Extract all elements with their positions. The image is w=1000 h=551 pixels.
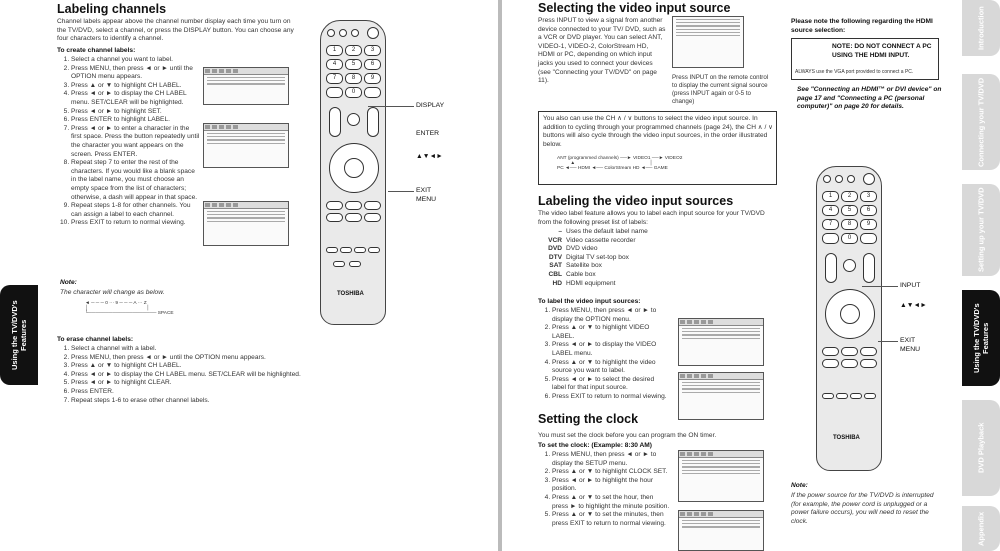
clock-intro: You must set the clock before you can program the ON timer. <box>538 432 717 439</box>
num-button-1[interactable]: 1 <box>822 191 839 202</box>
preset-label-list <box>538 228 738 288</box>
menu-label: MENU <box>416 196 437 203</box>
left-side-tab[interactable]: Using the TV/DVD's Features <box>0 285 38 385</box>
step-item: 8. Repeat step 7 to enter the rest of the characters. If you would like a blank space in the label name, you must choose an empty space from the list of characters; otherwise, a dash will appear in that space. <box>71 159 200 202</box>
clock-note-text: If the power source for the TV/DVD is interrupted (for example, the power cord is unplugged or a power failure occurs), you will need to reset the clock. <box>791 492 934 525</box>
preset-label-value: Uses the default label name <box>566 228 648 235</box>
num-button-4[interactable]: 4 <box>326 59 343 70</box>
mute-button[interactable] <box>347 113 360 126</box>
input-source-text: Press INPUT to view a signal from another device connected to your TV/ DVD, such as a VCR or DVD player. You can select ANT, VIDEO-1, VIDEO-2, ColorStream HD, HDMI or PC, depending on which input jacks you used to connect your devices (see "Connecting your TV/DVD" on page 11). <box>538 17 666 85</box>
power-button[interactable] <box>367 27 379 39</box>
step-item: 4. Press ◄ or ► to display the CH LABEL menu. SET/CLEAR will be highlighted. <box>71 371 310 380</box>
preset-label-key: – <box>558 228 562 235</box>
hdmi-warning-text: NOTE: DO NOT CONNECT A PC USING THE HDMI INPUT. <box>832 43 932 59</box>
clock-steps <box>541 451 671 528</box>
num-button-6[interactable]: 6 <box>364 59 381 70</box>
num-button-7[interactable]: 7 <box>822 219 839 230</box>
tab-setting-up[interactable]: Setting up your TV/DVD <box>962 184 1000 276</box>
preset-label-row <box>538 245 738 254</box>
num-button-5[interactable]: 5 <box>345 59 362 70</box>
preset-label-key: HD <box>552 279 562 287</box>
remote-button[interactable] <box>351 29 359 37</box>
callout-line <box>388 191 414 192</box>
remote-control <box>816 166 882 471</box>
right-page <box>502 0 1000 551</box>
num-button-2[interactable]: 2 <box>345 45 362 56</box>
preset-label-row <box>538 271 738 280</box>
tab-connecting[interactable]: Connecting your TV/DVD <box>962 74 1000 170</box>
menu-button[interactable] <box>364 213 381 222</box>
preset-label-value: HDMI equipment <box>566 279 616 287</box>
ch-label-entry-screen <box>203 201 289 246</box>
num-button-3[interactable]: 3 <box>860 191 877 202</box>
remote-button[interactable] <box>333 261 345 267</box>
hdmi-always-text: ALWAYS use the VGA port provided to connect a PC. <box>795 69 914 75</box>
clock-set-screen <box>678 510 764 551</box>
input-button[interactable] <box>843 259 856 272</box>
erase-labels-steps <box>60 345 310 405</box>
callout-line <box>368 106 414 107</box>
preset-label-row <box>538 228 738 237</box>
preset-label-value: Digital TV set-top box <box>566 253 629 261</box>
callout-line <box>862 286 898 287</box>
display-label: DISPLAY <box>416 102 445 109</box>
remote-button[interactable] <box>368 247 380 253</box>
erase-labels-heading: To erase channel labels: <box>57 336 134 343</box>
remote-button[interactable] <box>349 261 361 267</box>
step-item: 10. Press EXIT to return to normal viewing. <box>71 219 200 228</box>
remote-button[interactable] <box>850 393 862 399</box>
remote-button[interactable] <box>836 393 848 399</box>
input-cycle-diagram: ANT (programmed channels) ──► VIDEO1 ──► VIDEO2 ▲ │ PC ◄── HDMI ◄── ColorStream HD ◄── GAME <box>557 156 683 171</box>
step-item: 6. Press ENTER. <box>71 388 310 397</box>
remote-button[interactable] <box>326 213 343 222</box>
num-button-100[interactable] <box>326 87 343 98</box>
character-cycle-diagram: ◄ ─ ─ ─ 0 ··· 9 ─ ─ ─ A ··· Z │ │ └──────────────────── SPACE <box>85 301 174 316</box>
exit-button[interactable] <box>860 347 877 356</box>
num-button-9[interactable]: 9 <box>364 73 381 84</box>
label-inputs-heading: To label the video input sources: <box>538 298 641 305</box>
volume-rocker[interactable] <box>329 107 341 137</box>
clock-heading: To set the clock: (Example: 8:30 AM) <box>538 442 652 449</box>
step-item: 5. Press ◄ or ► to highlight CLEAR. <box>71 379 310 388</box>
num-button-5[interactable]: 5 <box>841 205 858 216</box>
arrows-label: ▲▼◄► <box>900 302 927 309</box>
labeling-channels-intro: Channel labels appear above the channel number display each time you turn on the TV/DVD, select a channel, or press the DISPLAY button. You can choose any four characters to identify a channel. <box>57 18 294 43</box>
remote-button[interactable] <box>823 175 831 183</box>
preset-label-row <box>538 262 738 271</box>
remote-button[interactable] <box>864 393 876 399</box>
arrows-label: ▲▼◄► <box>416 153 443 160</box>
label-inputs-steps <box>541 307 669 402</box>
option-menu-screen <box>203 67 289 105</box>
clock-setup-screen <box>678 450 764 502</box>
remote-button[interactable] <box>835 175 843 183</box>
display-button[interactable] <box>364 87 381 98</box>
channel-rocker[interactable] <box>367 107 379 137</box>
num-button-6[interactable]: 6 <box>860 205 877 216</box>
preset-label-key: DVD <box>548 245 562 253</box>
step-item: 4. Press ◄ or ► to display the CH LABEL menu. SET/CLEAR will be highlighted. <box>71 90 200 107</box>
preset-label-row <box>538 254 738 263</box>
step-item: 6. Press EXIT to return to normal viewing. <box>552 393 669 402</box>
step-item: 6. Press ENTER to highlight LABEL. <box>71 116 200 125</box>
input-source-title: Selecting the video input source <box>538 1 731 15</box>
ch-label-screen <box>203 123 289 168</box>
menu-label: MENU <box>900 346 921 353</box>
step-item: 7. Repeat steps 1-6 to erase other channel labels. <box>71 397 310 406</box>
remote-button[interactable] <box>326 247 338 253</box>
num-button-3[interactable]: 3 <box>364 45 381 56</box>
brand-logo: TOSHIBA <box>833 435 860 441</box>
step-item: 5. Press ◄ or ► to highlight SET. <box>71 108 200 117</box>
num-button-9[interactable]: 9 <box>860 219 877 230</box>
enter-button[interactable] <box>344 158 364 178</box>
create-labels-steps <box>60 56 200 228</box>
note-title: Note: <box>60 279 77 286</box>
preset-label-value: Cable box <box>566 270 596 278</box>
step-item: 3. Press ◄ or ► to display the VIDEO LABEL menu. <box>552 341 669 358</box>
menu-button[interactable] <box>860 359 877 368</box>
video-label-select-screen <box>678 372 764 420</box>
exit-label: EXIT <box>900 337 916 344</box>
exit-label: EXIT <box>416 187 432 194</box>
step-item: 5. Press ▲ or ▼ to set the minutes, then press EXIT to return to normal viewing. <box>552 511 671 528</box>
see-connecting-text: See "Connecting an HDMI™ or DVI device" on page 17 and "Connecting a PC (personal computer)" on page 20 for details. <box>797 86 942 111</box>
video-label-menu-screen <box>678 318 764 366</box>
preset-label-value: DVD video <box>566 245 598 253</box>
step-item: 2. Press ▲ or ▼ to highlight VIDEO LABEL. <box>552 324 669 341</box>
step-item: 3. Press ▲ or ▼ to highlight CH LABEL. <box>71 82 200 91</box>
num-button-1[interactable]: 1 <box>326 45 343 56</box>
step-item: 5. Press ◄ or ► to select the desired label for that input source. <box>552 376 669 393</box>
brand-logo: TOSHIBA <box>337 291 364 297</box>
num-button-7[interactable]: 7 <box>326 73 343 84</box>
num-button-8[interactable]: 8 <box>841 219 858 230</box>
remote-button[interactable] <box>354 247 366 253</box>
step-item: 1. Press MENU, then press ◄ or ► to display the OPTION menu. <box>552 307 669 324</box>
step-item: 1. Press MENU, then press ◄ or ► to display the SETUP menu. <box>552 451 671 468</box>
step-item: 2. Press MENU, then press ◄ or ► until the OPTION menu appears. <box>71 65 200 82</box>
tab-using-features[interactable]: Using the TV/DVD's Features <box>962 290 1000 386</box>
step-item: 3. Press ◄ or ► to highlight the hour position. <box>552 477 671 494</box>
enter-button[interactable] <box>840 304 860 324</box>
remote-button[interactable] <box>326 201 343 210</box>
labeling-channels-title: Labeling channels <box>57 2 167 16</box>
remote-button[interactable] <box>841 347 858 356</box>
note-text: The character will change as below. <box>60 289 165 296</box>
step-item: 3. Press ▲ or ▼ to highlight CH LABEL. <box>71 362 310 371</box>
input-source-screen <box>672 16 744 68</box>
power-button[interactable] <box>863 173 875 185</box>
enter-label: ENTER <box>416 130 440 137</box>
remote-button[interactable] <box>340 247 352 253</box>
callout-line <box>878 341 898 342</box>
step-item: 1. Select a channel with a label. <box>71 345 310 354</box>
create-labels-heading: To create channel labels: <box>57 47 136 54</box>
tab-appendix[interactable]: Appendix <box>962 506 1000 551</box>
step-item: 7. Press ◄ or ► to enter a character in the first space. Press the button repeatedly until the character you want appears on the screen. Press ENTER. <box>71 125 200 159</box>
step-item: 4. Press ▲ or ▼ to set the hour, then press ► to highlight the minute position. <box>552 494 671 511</box>
remote-button[interactable] <box>327 29 335 37</box>
remote-button[interactable] <box>841 359 858 368</box>
remote-button[interactable] <box>339 29 347 37</box>
preset-label-key: CBL <box>548 270 562 278</box>
preset-label-value: Video cassette recorder <box>566 236 636 244</box>
preset-label-key: SAT <box>549 262 562 270</box>
step-item: 9. Repeat steps 1-8 for other channels. You can assign a label to each channel. <box>71 202 200 219</box>
input-caption: Press INPUT on the remote control to display the current signal source (press INPUT again or 0-5 to change) <box>672 74 769 105</box>
step-item: 1. Select a channel you want to label. <box>71 56 200 65</box>
remote-button[interactable] <box>822 347 839 356</box>
volume-rocker[interactable] <box>825 253 837 283</box>
preset-label-row <box>538 237 738 246</box>
num-button-8[interactable]: 8 <box>345 73 362 84</box>
num-button-0[interactable]: 0 <box>841 233 858 244</box>
labeling-inputs-intro: The video label feature allows you to label each input source for your TV/DVD from the following preset list of labels: <box>538 210 765 226</box>
labeling-inputs-title: Labeling the video input sources <box>538 194 734 208</box>
num-button-2[interactable]: 2 <box>841 191 858 202</box>
clock-title: Setting the clock <box>538 412 639 426</box>
preset-label-key: DTV <box>548 253 562 261</box>
remote-button[interactable] <box>345 201 362 210</box>
step-item: 2. Press MENU, then press ◄ or ► until the OPTION menu appears. <box>71 354 310 363</box>
remote-button[interactable] <box>822 393 834 399</box>
input-label: INPUT <box>900 282 921 289</box>
num-button-0[interactable]: 0 <box>345 87 362 98</box>
preset-label-key: VCR <box>548 236 562 244</box>
channel-rocker[interactable] <box>863 253 875 283</box>
left-page <box>0 0 498 551</box>
preset-label-row <box>538 280 738 289</box>
tab-introduction[interactable]: Introduction <box>962 0 1000 56</box>
remote-control <box>320 20 386 325</box>
num-button-100[interactable] <box>822 233 839 244</box>
num-button-4[interactable]: 4 <box>822 205 839 216</box>
step-item: 4. Press ▲ or ▼ to highlight the video source you want to label. <box>552 359 669 376</box>
ch-cycle-text: You also can use the CH ∧ / ∨ buttons to select the video input source. In addition to cycling through your programmed channels (page 24), the CH ∧ / ∨ buttons will also cycle through the video input sources, in the order illustrated below. <box>543 115 773 148</box>
exit-button[interactable] <box>364 201 381 210</box>
remote-button[interactable] <box>345 213 362 222</box>
num-button-100[interactable] <box>860 233 877 244</box>
ch-cycle-box <box>538 111 777 185</box>
step-item: 2. Press ▲ or ▼ to highlight CLOCK SET. <box>552 468 671 477</box>
tab-dvd-playback[interactable]: DVD Playback <box>962 400 1000 496</box>
clock-note-title: Note: <box>791 482 808 489</box>
hdmi-warning-box <box>791 38 939 80</box>
remote-button[interactable] <box>822 359 839 368</box>
hdmi-note-heading: Please note the following regarding the HDMI source selection: <box>791 18 933 34</box>
remote-button[interactable] <box>847 175 855 183</box>
preset-label-value: Satellite box <box>566 262 602 270</box>
